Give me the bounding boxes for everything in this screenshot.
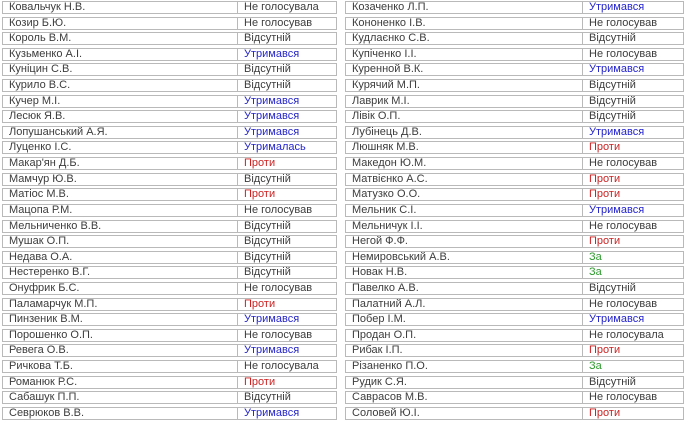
vote-value: Утримався bbox=[237, 345, 336, 356]
deputy-name: Курячий М.П. bbox=[352, 80, 420, 92]
table-row bbox=[345, 298, 684, 311]
table-row bbox=[2, 298, 337, 311]
vote-value: Не голосував bbox=[582, 49, 683, 60]
table-row bbox=[2, 48, 337, 61]
table-row bbox=[345, 266, 684, 279]
table-row bbox=[2, 220, 337, 233]
table-row bbox=[2, 173, 337, 186]
table-row bbox=[345, 95, 684, 108]
table-row bbox=[345, 17, 684, 30]
table-row bbox=[345, 141, 684, 154]
table-row bbox=[2, 157, 337, 170]
vote-value: Відсутній bbox=[582, 80, 683, 91]
vote-value: Утримався bbox=[582, 64, 683, 75]
deputy-name: Мельник С.І. bbox=[352, 204, 417, 216]
deputy-name: Севрюков В.В. bbox=[9, 407, 85, 419]
deputy-name: Кононенко І.В. bbox=[352, 17, 426, 29]
vote-value: Не голосувала bbox=[237, 2, 336, 13]
vote-value: Проти bbox=[237, 189, 336, 200]
deputy-name: Матіос М.В. bbox=[9, 189, 69, 201]
vote-value: Відсутній bbox=[237, 80, 336, 91]
deputy-name: Матузко О.О. bbox=[352, 189, 421, 201]
deputy-name: Кузьменко А.І. bbox=[9, 48, 83, 60]
vote-value: Не голосувала bbox=[582, 330, 683, 341]
deputy-name: Лопушанський А.Я. bbox=[9, 126, 108, 138]
vote-value: Утримався bbox=[582, 314, 683, 325]
deputy-name: Кучер М.І. bbox=[9, 95, 61, 107]
vote-value: Утримався bbox=[582, 205, 683, 216]
table-row bbox=[2, 141, 337, 154]
table-row bbox=[2, 313, 337, 326]
table-row bbox=[345, 329, 684, 342]
vote-value: Не голосувала bbox=[237, 361, 336, 372]
table-row bbox=[2, 360, 337, 373]
deputy-name: Продан О.П. bbox=[352, 329, 417, 341]
vote-value: Проти bbox=[582, 189, 683, 200]
vote-value: За bbox=[582, 252, 683, 263]
vote-value: Утримався bbox=[237, 49, 336, 60]
table-row bbox=[2, 344, 337, 357]
vote-value: Не голосував bbox=[237, 18, 336, 29]
deputy-name: Ричкова Т.Б. bbox=[9, 361, 73, 373]
table-row bbox=[2, 391, 337, 404]
deputy-name: Луценко І.С. bbox=[9, 142, 72, 154]
deputy-name: Люшняк М.В. bbox=[352, 142, 419, 154]
table-row bbox=[2, 1, 337, 14]
table-row bbox=[2, 376, 337, 389]
deputy-name: Мельниченко В.В. bbox=[9, 220, 102, 232]
vote-table-right bbox=[345, 1, 684, 422]
vote-value: Проти bbox=[582, 174, 683, 185]
deputy-name: Куніцин С.В. bbox=[9, 64, 73, 76]
vote-value: Не голосував bbox=[582, 299, 683, 310]
deputy-name: Король В.М. bbox=[9, 33, 72, 45]
deputy-name: Недава О.А. bbox=[9, 251, 73, 263]
table-row bbox=[2, 63, 337, 76]
vote-table-left bbox=[2, 1, 337, 422]
vote-value: Проти bbox=[582, 142, 683, 153]
table-row bbox=[345, 157, 684, 170]
deputy-name: Рудик С.Я. bbox=[352, 376, 407, 388]
table-row bbox=[2, 266, 337, 279]
table-row bbox=[345, 391, 684, 404]
deputy-name: Паламарчук М.П. bbox=[9, 298, 98, 310]
deputy-name: Різаненко П.О. bbox=[352, 361, 428, 373]
deputy-name: Курило В.С. bbox=[9, 80, 71, 92]
table-row bbox=[2, 407, 337, 420]
vote-value: Не голосував bbox=[582, 392, 683, 403]
deputy-name: Нестеренко В.Г. bbox=[9, 267, 91, 279]
table-row bbox=[345, 63, 684, 76]
table-row bbox=[345, 1, 684, 14]
vote-value: Не голосував bbox=[237, 283, 336, 294]
deputy-name: Павелко А.В. bbox=[352, 282, 419, 294]
vote-value: Проти bbox=[237, 377, 336, 388]
table-row bbox=[345, 204, 684, 217]
deputy-name: Онуфрик Б.С. bbox=[9, 282, 80, 294]
vote-value: Утримався bbox=[237, 127, 336, 138]
table-row bbox=[345, 126, 684, 139]
vote-value: Утримався bbox=[582, 2, 683, 13]
vote-value: Відсутній bbox=[237, 221, 336, 232]
table-row bbox=[2, 95, 337, 108]
table-row bbox=[345, 376, 684, 389]
deputy-name: Макар'ян Д.Б. bbox=[9, 158, 80, 170]
table-row bbox=[345, 251, 684, 264]
table-row bbox=[345, 220, 684, 233]
table-row bbox=[2, 126, 337, 139]
deputy-name: Кудлаєнко С.В. bbox=[352, 33, 430, 45]
vote-value: Проти bbox=[582, 236, 683, 247]
vote-value: Відсутній bbox=[237, 392, 336, 403]
vote-value: Відсутній bbox=[237, 252, 336, 263]
table-row bbox=[345, 173, 684, 186]
deputy-name: Саврасов М.В. bbox=[352, 392, 428, 404]
table-row bbox=[345, 282, 684, 295]
vote-value: За bbox=[582, 361, 683, 372]
deputy-name: Сабашук П.П. bbox=[9, 392, 80, 404]
table-row bbox=[345, 48, 684, 61]
deputy-name: Лубінець Д.В. bbox=[352, 126, 422, 138]
table-row bbox=[345, 110, 684, 123]
deputy-name: Козир Б.Ю. bbox=[9, 17, 67, 29]
deputy-name: Порошенко О.П. bbox=[9, 329, 93, 341]
vote-value: Відсутній bbox=[237, 64, 336, 75]
vote-value: Відсутній bbox=[237, 174, 336, 185]
vote-value: Відсутній bbox=[582, 377, 683, 388]
vote-value: Не голосував bbox=[582, 221, 683, 232]
table-row bbox=[345, 313, 684, 326]
vote-value: Не голосував bbox=[582, 158, 683, 169]
deputy-name: Новак Н.В. bbox=[352, 267, 408, 279]
vote-value: Утримався bbox=[237, 408, 336, 419]
deputy-name: Мельничук І.І. bbox=[352, 220, 423, 232]
vote-value: Відсутній bbox=[582, 33, 683, 44]
vote-value: За bbox=[582, 267, 683, 278]
table-row bbox=[2, 251, 337, 264]
table-row bbox=[345, 360, 684, 373]
table-row bbox=[345, 407, 684, 420]
deputy-name: Лаврик М.І. bbox=[352, 95, 410, 107]
vote-value: Проти bbox=[582, 408, 683, 419]
deputy-name: Немировський А.В. bbox=[352, 251, 450, 263]
table-row bbox=[2, 329, 337, 342]
deputy-name: Негой Ф.Ф. bbox=[352, 236, 408, 248]
vote-value: Проти bbox=[582, 345, 683, 356]
deputy-name: Палатний А.Л. bbox=[352, 298, 426, 310]
vote-value: Утримався bbox=[237, 314, 336, 325]
vote-value: Утримався bbox=[237, 111, 336, 122]
table-row bbox=[345, 32, 684, 45]
vote-value: Утримався bbox=[582, 127, 683, 138]
table-row bbox=[2, 188, 337, 201]
table-row bbox=[345, 235, 684, 248]
deputy-name: Лесюк Я.В. bbox=[9, 111, 66, 123]
table-row bbox=[345, 188, 684, 201]
vote-value: Утримався bbox=[237, 96, 336, 107]
table-row bbox=[2, 235, 337, 248]
vote-value: Не голосував bbox=[582, 18, 683, 29]
deputy-name: Македон Ю.М. bbox=[352, 158, 427, 170]
table-row bbox=[2, 110, 337, 123]
vote-value: Проти bbox=[237, 299, 336, 310]
deputy-name: Соловей Ю.І. bbox=[352, 407, 420, 419]
deputy-name: Матвієнко А.С. bbox=[352, 173, 428, 185]
vote-value: Відсутній bbox=[582, 283, 683, 294]
vote-value: Відсутній bbox=[237, 236, 336, 247]
vote-value: Не голосував bbox=[237, 205, 336, 216]
deputy-name: Купіченко І.І. bbox=[352, 48, 417, 60]
table-row bbox=[345, 79, 684, 92]
deputy-name: Ковальчук Н.В. bbox=[9, 2, 86, 13]
deputy-name: Романюк Р.С. bbox=[9, 376, 78, 388]
deputy-name: Мамчур Ю.В. bbox=[9, 173, 77, 185]
vote-value: Відсутній bbox=[237, 267, 336, 278]
vote-value: Відсутній bbox=[582, 96, 683, 107]
table-row bbox=[2, 79, 337, 92]
deputy-name: Пинзеник В.М. bbox=[9, 314, 83, 326]
vote-value: Не голосував bbox=[237, 330, 336, 341]
vote-value: Відсутній bbox=[582, 111, 683, 122]
deputy-name: Козаченко Л.П. bbox=[352, 2, 429, 13]
deputy-name: Мацопа Р.М. bbox=[9, 204, 73, 216]
vote-value: Відсутній bbox=[237, 33, 336, 44]
deputy-name: Побер І.М. bbox=[352, 314, 406, 326]
table-row bbox=[345, 344, 684, 357]
deputy-name: Ревега О.В. bbox=[9, 345, 69, 357]
vote-value: Утрималась bbox=[237, 142, 336, 153]
vote-value: Проти bbox=[237, 158, 336, 169]
table-row bbox=[2, 17, 337, 30]
deputy-name: Мушак О.П. bbox=[9, 236, 70, 248]
table-row bbox=[2, 282, 337, 295]
table-row bbox=[2, 32, 337, 45]
deputy-name: Рибак І.П. bbox=[352, 345, 403, 357]
deputy-name: Куренной В.К. bbox=[352, 64, 424, 76]
deputy-name: Лівік О.П. bbox=[352, 111, 401, 123]
table-row bbox=[2, 204, 337, 217]
